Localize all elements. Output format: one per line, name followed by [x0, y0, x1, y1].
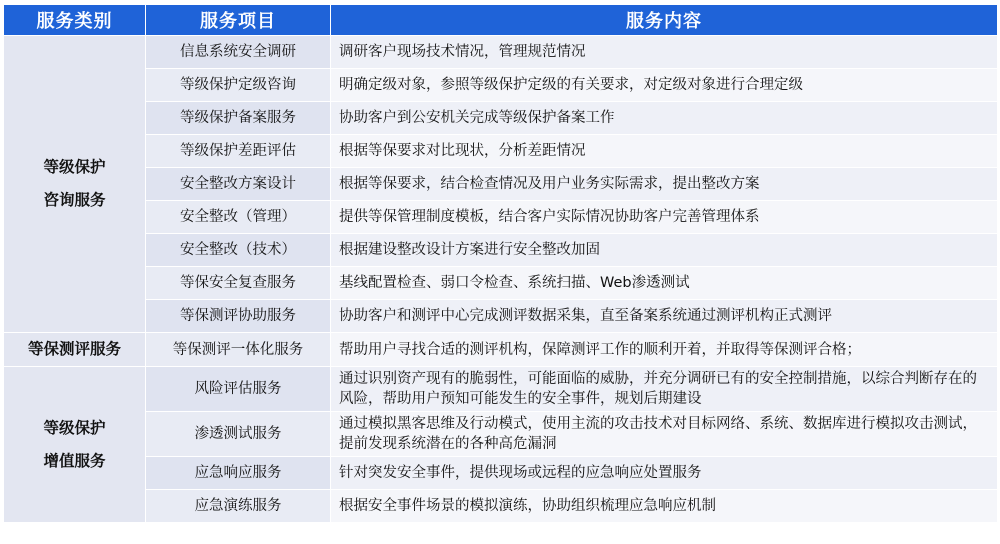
table-row [4, 135, 998, 168]
service-item: 安全整改方案设计 [146, 168, 331, 201]
table-row [4, 367, 998, 412]
table-row [4, 36, 998, 69]
service-content: 根据等保要求，结合检查情况及用户业务实际需求，提出整改方案 [331, 168, 998, 201]
service-item: 等级保护备案服务 [146, 102, 331, 135]
table-row [4, 333, 998, 367]
table-row [4, 412, 998, 457]
category-line: 等级保护 [43, 158, 106, 176]
service-content: 针对突发安全事件，提供现场或远程的应急响应处置服务 [331, 457, 998, 490]
table-header-row [4, 5, 998, 36]
category-cell-assessment [4, 333, 146, 367]
service-item: 安全整改（技术） [146, 234, 331, 267]
table-row [4, 234, 998, 267]
service-item: 信息系统安全调研 [146, 36, 331, 69]
table-row [4, 300, 998, 333]
service-item: 等保安全复查服务 [146, 267, 331, 300]
category-line: 增值服务 [43, 451, 106, 470]
service-item: 应急演练服务 [146, 490, 331, 523]
service-table [3, 4, 998, 523]
table-row [4, 102, 998, 135]
service-content: 提供等保管理制度模板，结合客户实际情况协助客户完善管理体系 [331, 201, 998, 234]
header-content: 服务内容 [331, 5, 998, 36]
service-item: 等保测评协助服务 [146, 300, 331, 333]
service-content: 明确定级对象，参照等级保护定级的有关要求，对定级对象进行合理定级 [331, 69, 998, 102]
service-content: 根据等保要求对比现状，分析差距情况 [331, 135, 998, 168]
service-content: 协助客户到公安机关完成等级保护备案工作 [331, 102, 998, 135]
table-row [4, 201, 998, 234]
category-cell-value-added [4, 367, 146, 523]
service-item: 渗透测试服务 [146, 412, 331, 457]
service-item: 应急响应服务 [146, 457, 331, 490]
service-content: 根据建设整改设计方案进行安全整改加固 [331, 234, 998, 267]
category-line: 等级保护 [43, 418, 106, 437]
table-row [4, 69, 998, 102]
table-row [4, 457, 998, 490]
service-content: 通过模拟黑客思维及行动模式，使用主流的攻击技术对目标网络、系统、数据库进行模拟攻击测试，提前发现系统潜在的各种高危漏洞 [331, 412, 998, 457]
category-cell-consulting [4, 36, 146, 333]
table-row [4, 267, 998, 300]
service-content: 根据安全事件场景的模拟演练，协助组织梳理应急响应机制 [331, 490, 998, 523]
header-item: 服务项目 [146, 5, 331, 36]
header-category: 服务类别 [4, 5, 146, 36]
service-content: 通过识别资产现有的脆弱性，可能面临的威胁，并充分调研已有的安全控制措施，以综合判断存在的风险，帮助用户预知可能发生的安全事件，规划后期建设 [331, 367, 998, 412]
service-item: 等级保护差距评估 [146, 135, 331, 168]
service-content: 基线配置检查、弱口令检查、系统扫描、Web渗透测试 [331, 267, 998, 300]
table-row [4, 168, 998, 201]
category-line: 咨询服务 [43, 191, 106, 209]
table-row [4, 490, 998, 523]
service-item: 安全整改（管理） [146, 201, 331, 234]
service-item: 等保测评一体化服务 [146, 333, 331, 367]
service-content: 调研客户现场技术情况，管理规范情况 [331, 36, 998, 69]
service-item: 风险评估服务 [146, 367, 331, 412]
category-line: 等保测评服务 [27, 340, 121, 358]
service-content: 帮助用户寻找合适的测评机构，保障测评工作的顺利开着，并取得等保测评合格； [331, 333, 998, 367]
service-item: 等级保护定级咨询 [146, 69, 331, 102]
service-content: 协助客户和测评中心完成测评数据采集，直至备案系统通过测评机构正式测评 [331, 300, 998, 333]
